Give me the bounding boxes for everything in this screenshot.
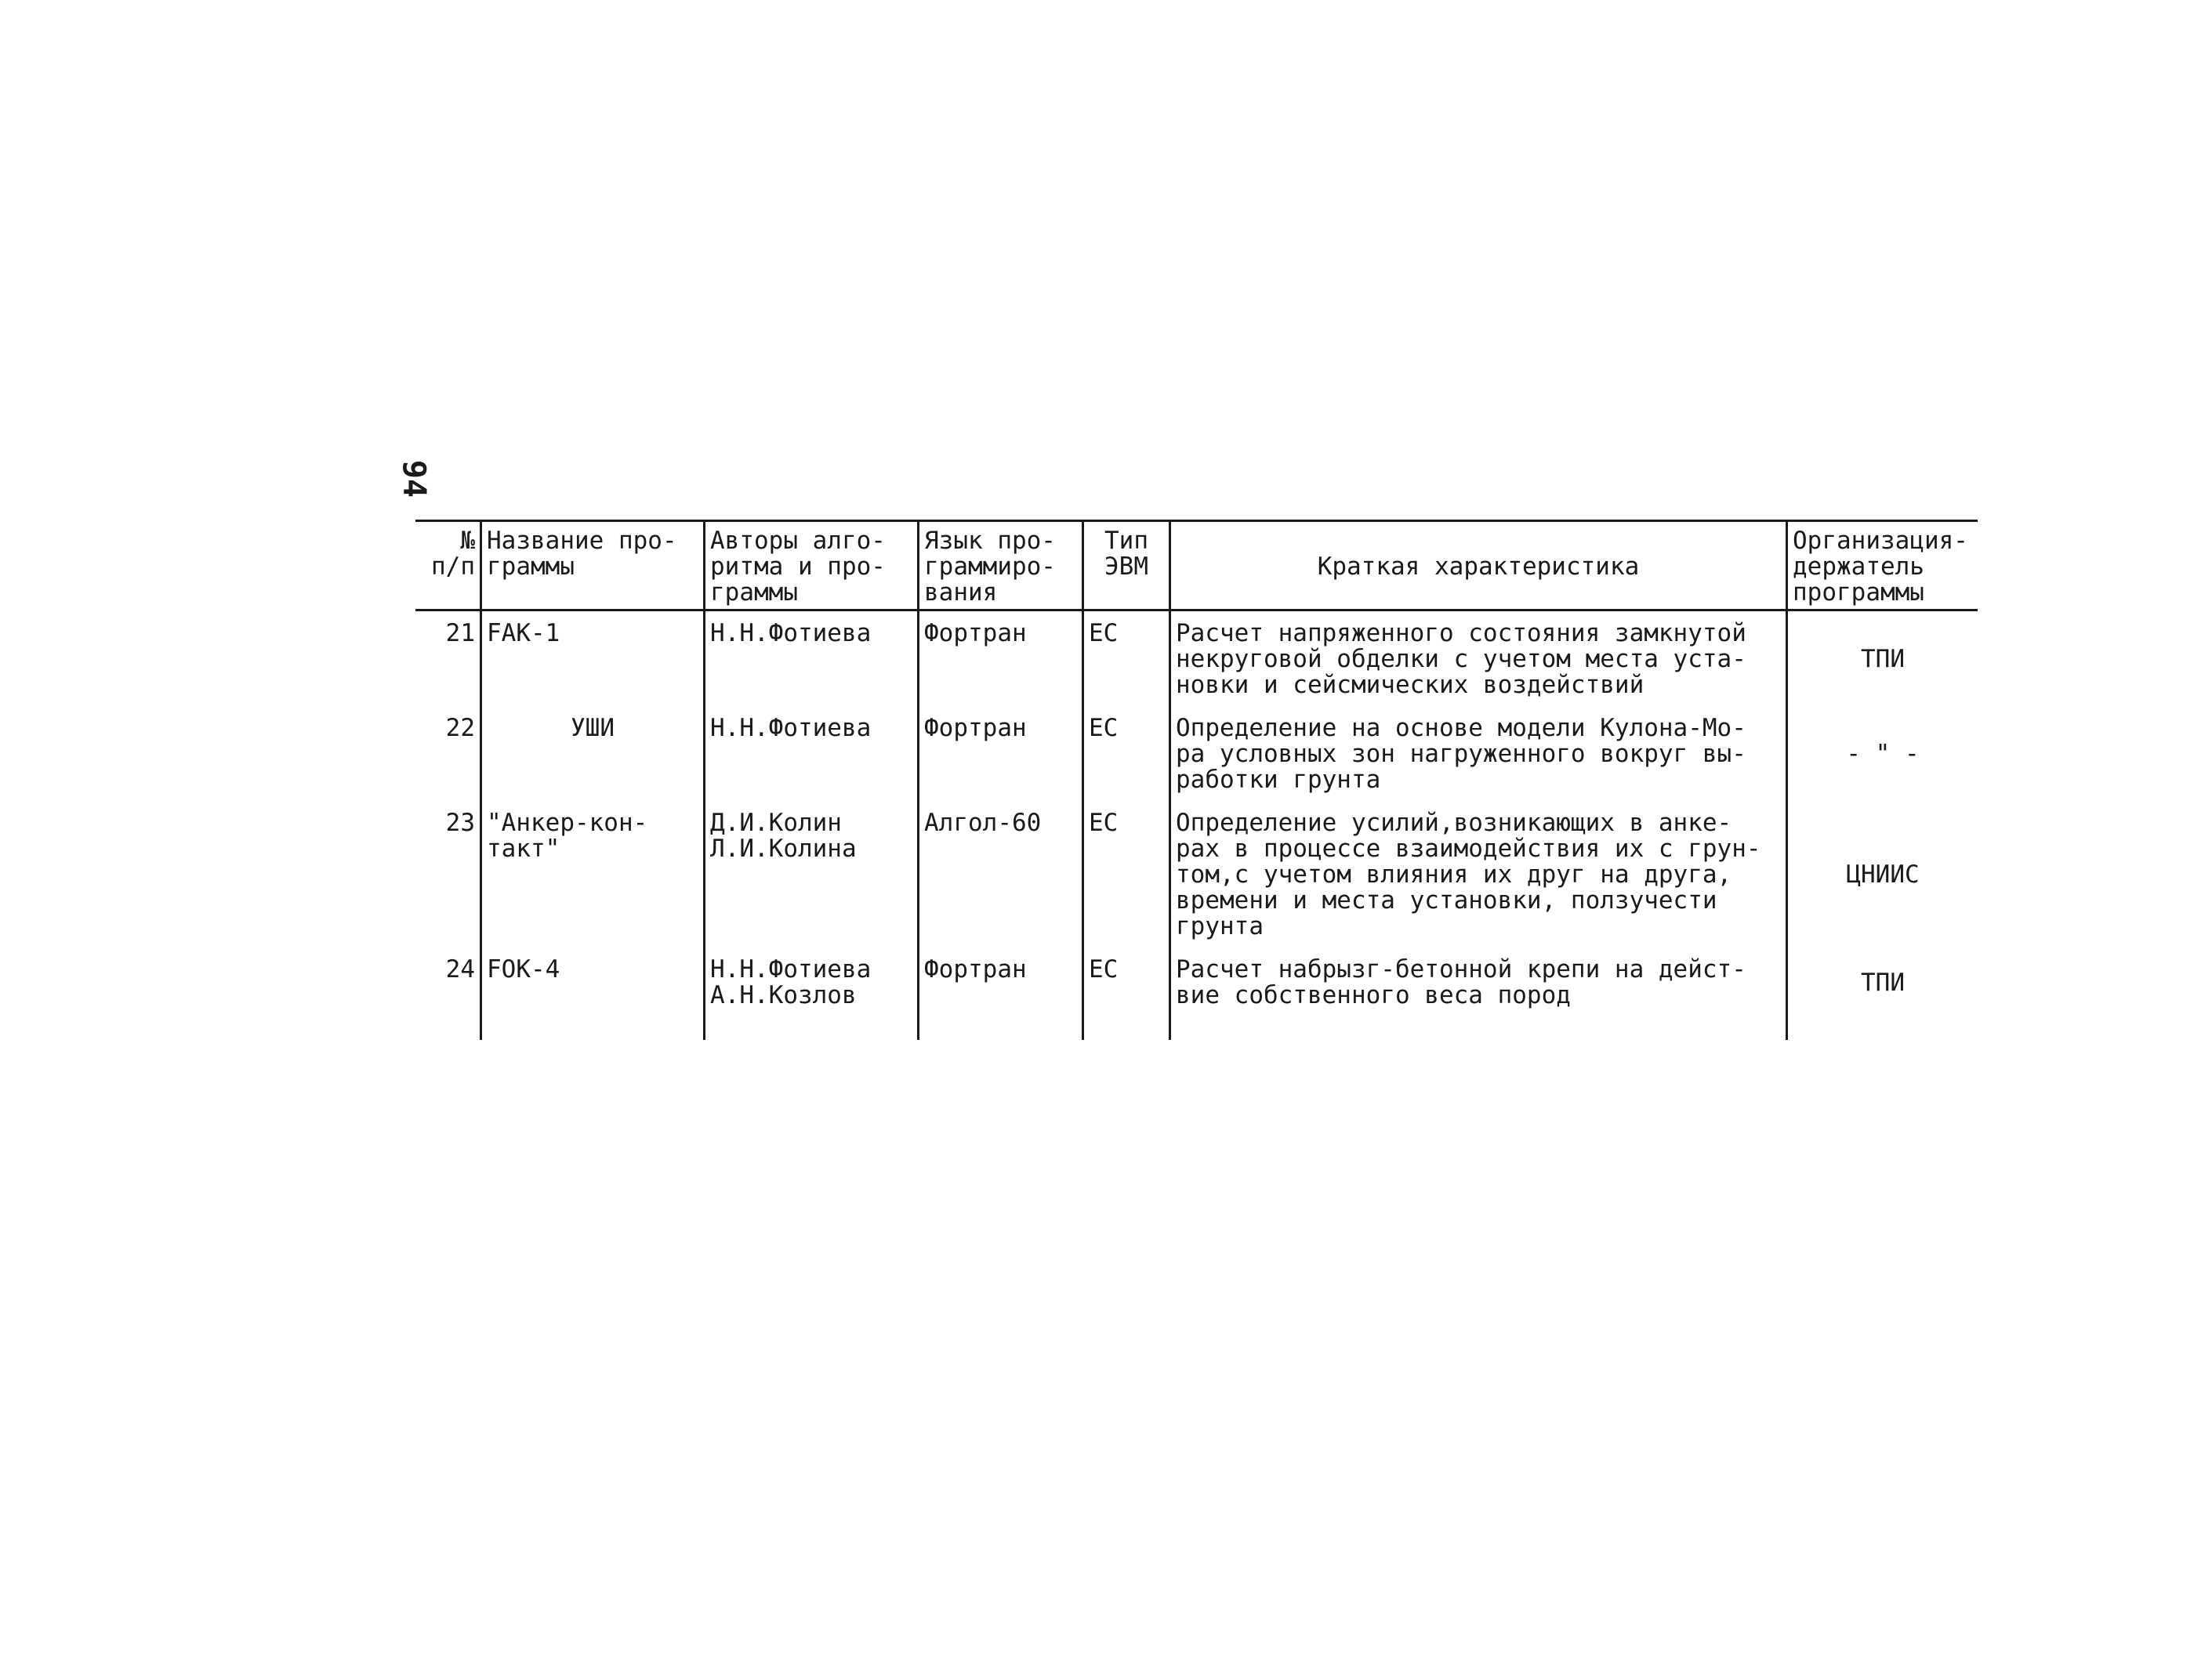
row-organization: ЦНИИС bbox=[1787, 801, 1978, 947]
row-num: 21 bbox=[445, 619, 475, 647]
row-name: FOK-4 bbox=[481, 947, 705, 1040]
row-num: 22 bbox=[445, 714, 475, 742]
row-authors: Н.Н.Фотиева bbox=[705, 706, 919, 801]
row-num: 23 bbox=[445, 809, 475, 837]
header-name: Название про- граммы bbox=[481, 521, 705, 610]
row-organization: ТПИ bbox=[1787, 947, 1978, 1040]
table-row bbox=[415, 706, 1978, 801]
row-evm: ЕС bbox=[1083, 610, 1170, 707]
row-authors: Д.И.Колин Л.И.Колина bbox=[705, 801, 919, 947]
header-language: Язык про- граммиро- вания bbox=[919, 521, 1083, 610]
programs-table-container bbox=[415, 520, 1968, 1040]
table-body bbox=[415, 610, 1978, 1041]
row-authors: Н.Н.Фотиева А.Н.Козлов bbox=[705, 947, 919, 1040]
header-authors: Авторы алго- ритма и про- граммы bbox=[705, 521, 919, 610]
table-row bbox=[415, 801, 1978, 947]
row-language: Фортран bbox=[919, 610, 1083, 707]
table-row bbox=[415, 947, 1978, 1040]
row-evm: ЕС bbox=[1083, 706, 1170, 801]
row-language: Алгол-60 bbox=[919, 801, 1083, 947]
row-name: УШИ bbox=[481, 706, 705, 801]
row-evm: ЕС bbox=[1083, 947, 1170, 1040]
row-name: "Анкер-кон- такт" bbox=[481, 801, 705, 947]
table-row bbox=[415, 610, 1978, 707]
row-language: Фортран bbox=[919, 706, 1083, 801]
programs-table bbox=[415, 520, 1978, 1040]
header-description: Краткая характеристика bbox=[1170, 521, 1787, 610]
header-evm: Тип ЭВМ bbox=[1083, 521, 1170, 610]
row-name: FAK-1 bbox=[481, 610, 705, 707]
row-organization: - " - bbox=[1787, 706, 1978, 801]
row-evm: ЕС bbox=[1083, 801, 1170, 947]
row-description: Определение на основе модели Кулона-Мо- ра условных зон нагруженного вокруг вы- работки грунта bbox=[1170, 706, 1787, 801]
page-number: 94 bbox=[396, 459, 432, 498]
header-organization: Организация- держатель программы bbox=[1787, 521, 1978, 610]
table-header bbox=[415, 521, 1978, 610]
row-description: Расчет напряженного состояния замкнутой некруговой обделки с учетом места уста- новки и сейсмических воздействий bbox=[1170, 610, 1787, 707]
row-organization: ТПИ bbox=[1787, 610, 1978, 707]
header-row bbox=[415, 521, 1978, 610]
row-language: Фортран bbox=[919, 947, 1083, 1040]
row-authors: Н.Н.Фотиева bbox=[705, 610, 919, 707]
header-num: № п/п bbox=[415, 521, 481, 610]
row-num: 24 bbox=[445, 955, 475, 984]
row-description: Определение усилий,возникающих в анке- рах в процессе взаимодействия их с грун- том,с учетом влияния их друг на друга, времени и места установки, ползучести грунта bbox=[1170, 801, 1787, 947]
row-description: Расчет набрызг-бетонной крепи на дейст- вие собственного веса пород bbox=[1170, 947, 1787, 1040]
